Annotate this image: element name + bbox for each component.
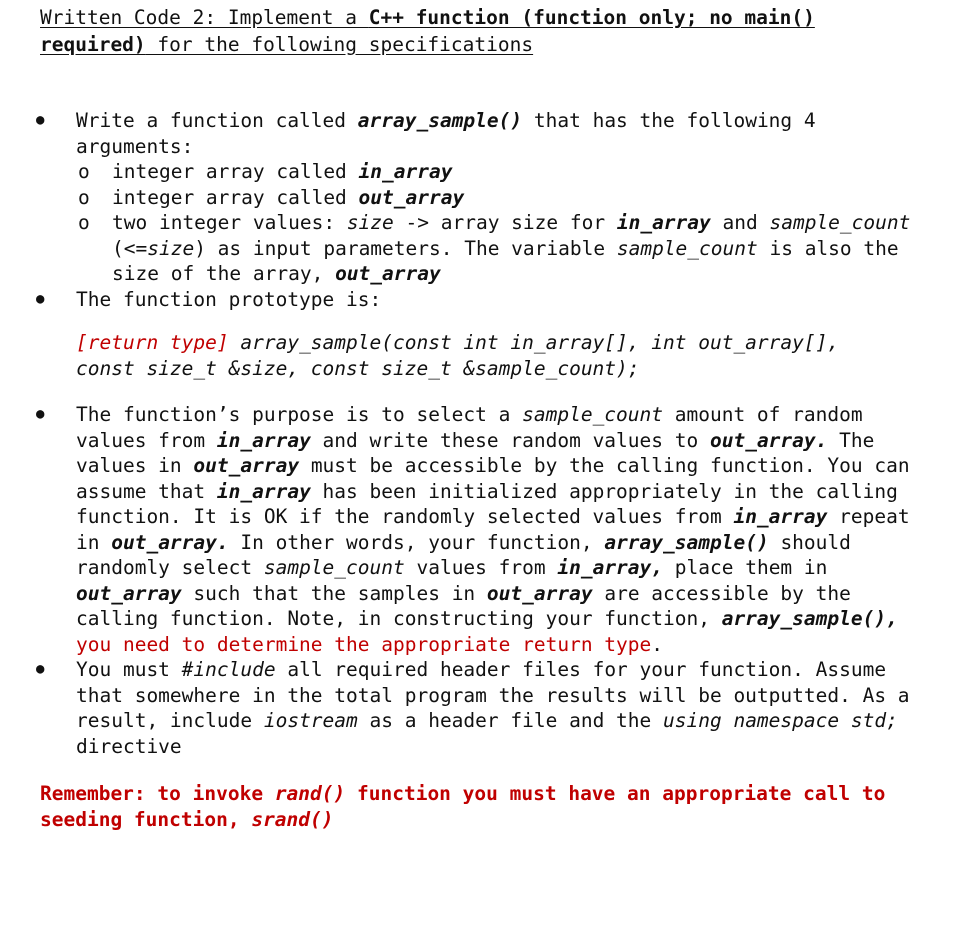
text: integer array called [112,185,359,209]
text: The function prototype is: [76,287,382,311]
sub-item-in-array [76,159,940,185]
code-term: sample_count [769,211,911,234]
text: directive [76,734,182,758]
title-text-2: C++ function (function only; no main() [368,6,815,29]
code-term: out_array [486,581,593,605]
text: . [651,632,664,656]
code-term: out_array [76,581,182,605]
spec-item-headers [36,657,940,759]
text: The values in [76,428,875,477]
code-term: in_array [216,479,311,503]
sub-item-out-array [76,185,940,211]
text: should randomly select [76,530,851,579]
code-term: in_array, [557,556,664,579]
text: Write a function called [76,109,358,132]
circle-bullet-icon: o [78,211,90,234]
text: and write these random values to [310,428,710,452]
spec-item-arguments [36,108,940,287]
bullet-icon: ● [36,661,45,677]
text: two integer values: [112,211,347,234]
text: Remember: to invoke [40,782,275,805]
code-term: #include [181,658,276,681]
code-term: in_array [733,505,828,528]
document [36,0,940,833]
circle-bullet-icon: o [78,185,90,209]
code-term: out_array [358,185,465,209]
circle-bullet-icon: o [78,160,90,183]
text: repeat in [76,505,910,554]
text: is also the size of the array, [112,236,899,285]
code-term: out_array. [709,428,828,452]
text: values from [404,556,558,579]
code-term: in_array [616,211,711,234]
code-term: array_sample(), [721,607,898,630]
code-term: sample_count [616,236,758,260]
sub-item-integer-values [76,210,940,287]
prototype-line-1: array_sample(const int in_array[], int out_array[], [228,331,840,354]
code-term: iostream [263,709,358,732]
remember-note [40,781,940,833]
title-text-1: Written Code 2: Implement a [40,6,369,29]
specification-list [36,108,940,759]
function-prototype [76,330,940,382]
code-term: out_array. [111,530,229,554]
text: function you must have an appropriate call to seeding function, [40,782,886,831]
title-text-3: required) [40,33,146,56]
code-term: sample_count [263,556,405,579]
spec-item-prototype [36,287,940,383]
code-term: out_array [335,262,441,285]
text: such that the samples in [181,581,487,605]
spec-item-purpose [36,402,940,657]
document-title [40,4,940,58]
argument-sublist [76,159,940,287]
text: ( [112,236,124,260]
code-term: array_sample() [604,530,769,554]
title-text-4: for the following specifications [145,33,534,56]
function-name: array_sample() [357,109,523,132]
text: as a header file and the [357,709,664,732]
code-term: in_array [358,160,453,183]
text: ) as input parameters. The variable [194,236,617,260]
return-type-note: you need to determine the appropriate return type [76,632,652,656]
code-term: rand() [274,782,346,805]
code-term: sample_count [522,403,664,426]
text: and [710,211,770,234]
code-term: using namespace std; [663,709,898,732]
code-term: size [346,211,394,234]
code-term: in_array [216,428,311,452]
text: that has the following 4 arguments: [76,109,816,158]
return-type-placeholder: [return type] [76,331,229,354]
text: amount of random values from [76,403,863,452]
code-term: out_array [193,454,300,477]
text: In other words, your function, [228,530,605,554]
bullet-icon: ● [36,406,45,422]
code-term: <=size [123,236,195,260]
text: must be accessible by the calling function. You can assume that [76,454,910,503]
text: has been initialized appropriately in the calling function. It is OK if the randomly selected values from [76,479,898,528]
text: You must [76,658,182,681]
text: -> array size for [393,211,617,234]
bullet-icon: ● [36,290,45,307]
text: all required header files for your function. Assume that somewhere in the total program the results will be outputted. As a result, include [76,658,910,732]
text: The function’s purpose is to select a [76,403,523,426]
prototype-line-2: const size_t &size, const size_t &sample_count); [76,357,640,380]
text: place them in [663,556,828,579]
text: are accessible by the calling function. Note, in constructing your function, [76,581,851,630]
text: integer array called [112,160,359,183]
code-term: srand() [251,808,334,831]
bullet-icon: ● [36,112,45,128]
